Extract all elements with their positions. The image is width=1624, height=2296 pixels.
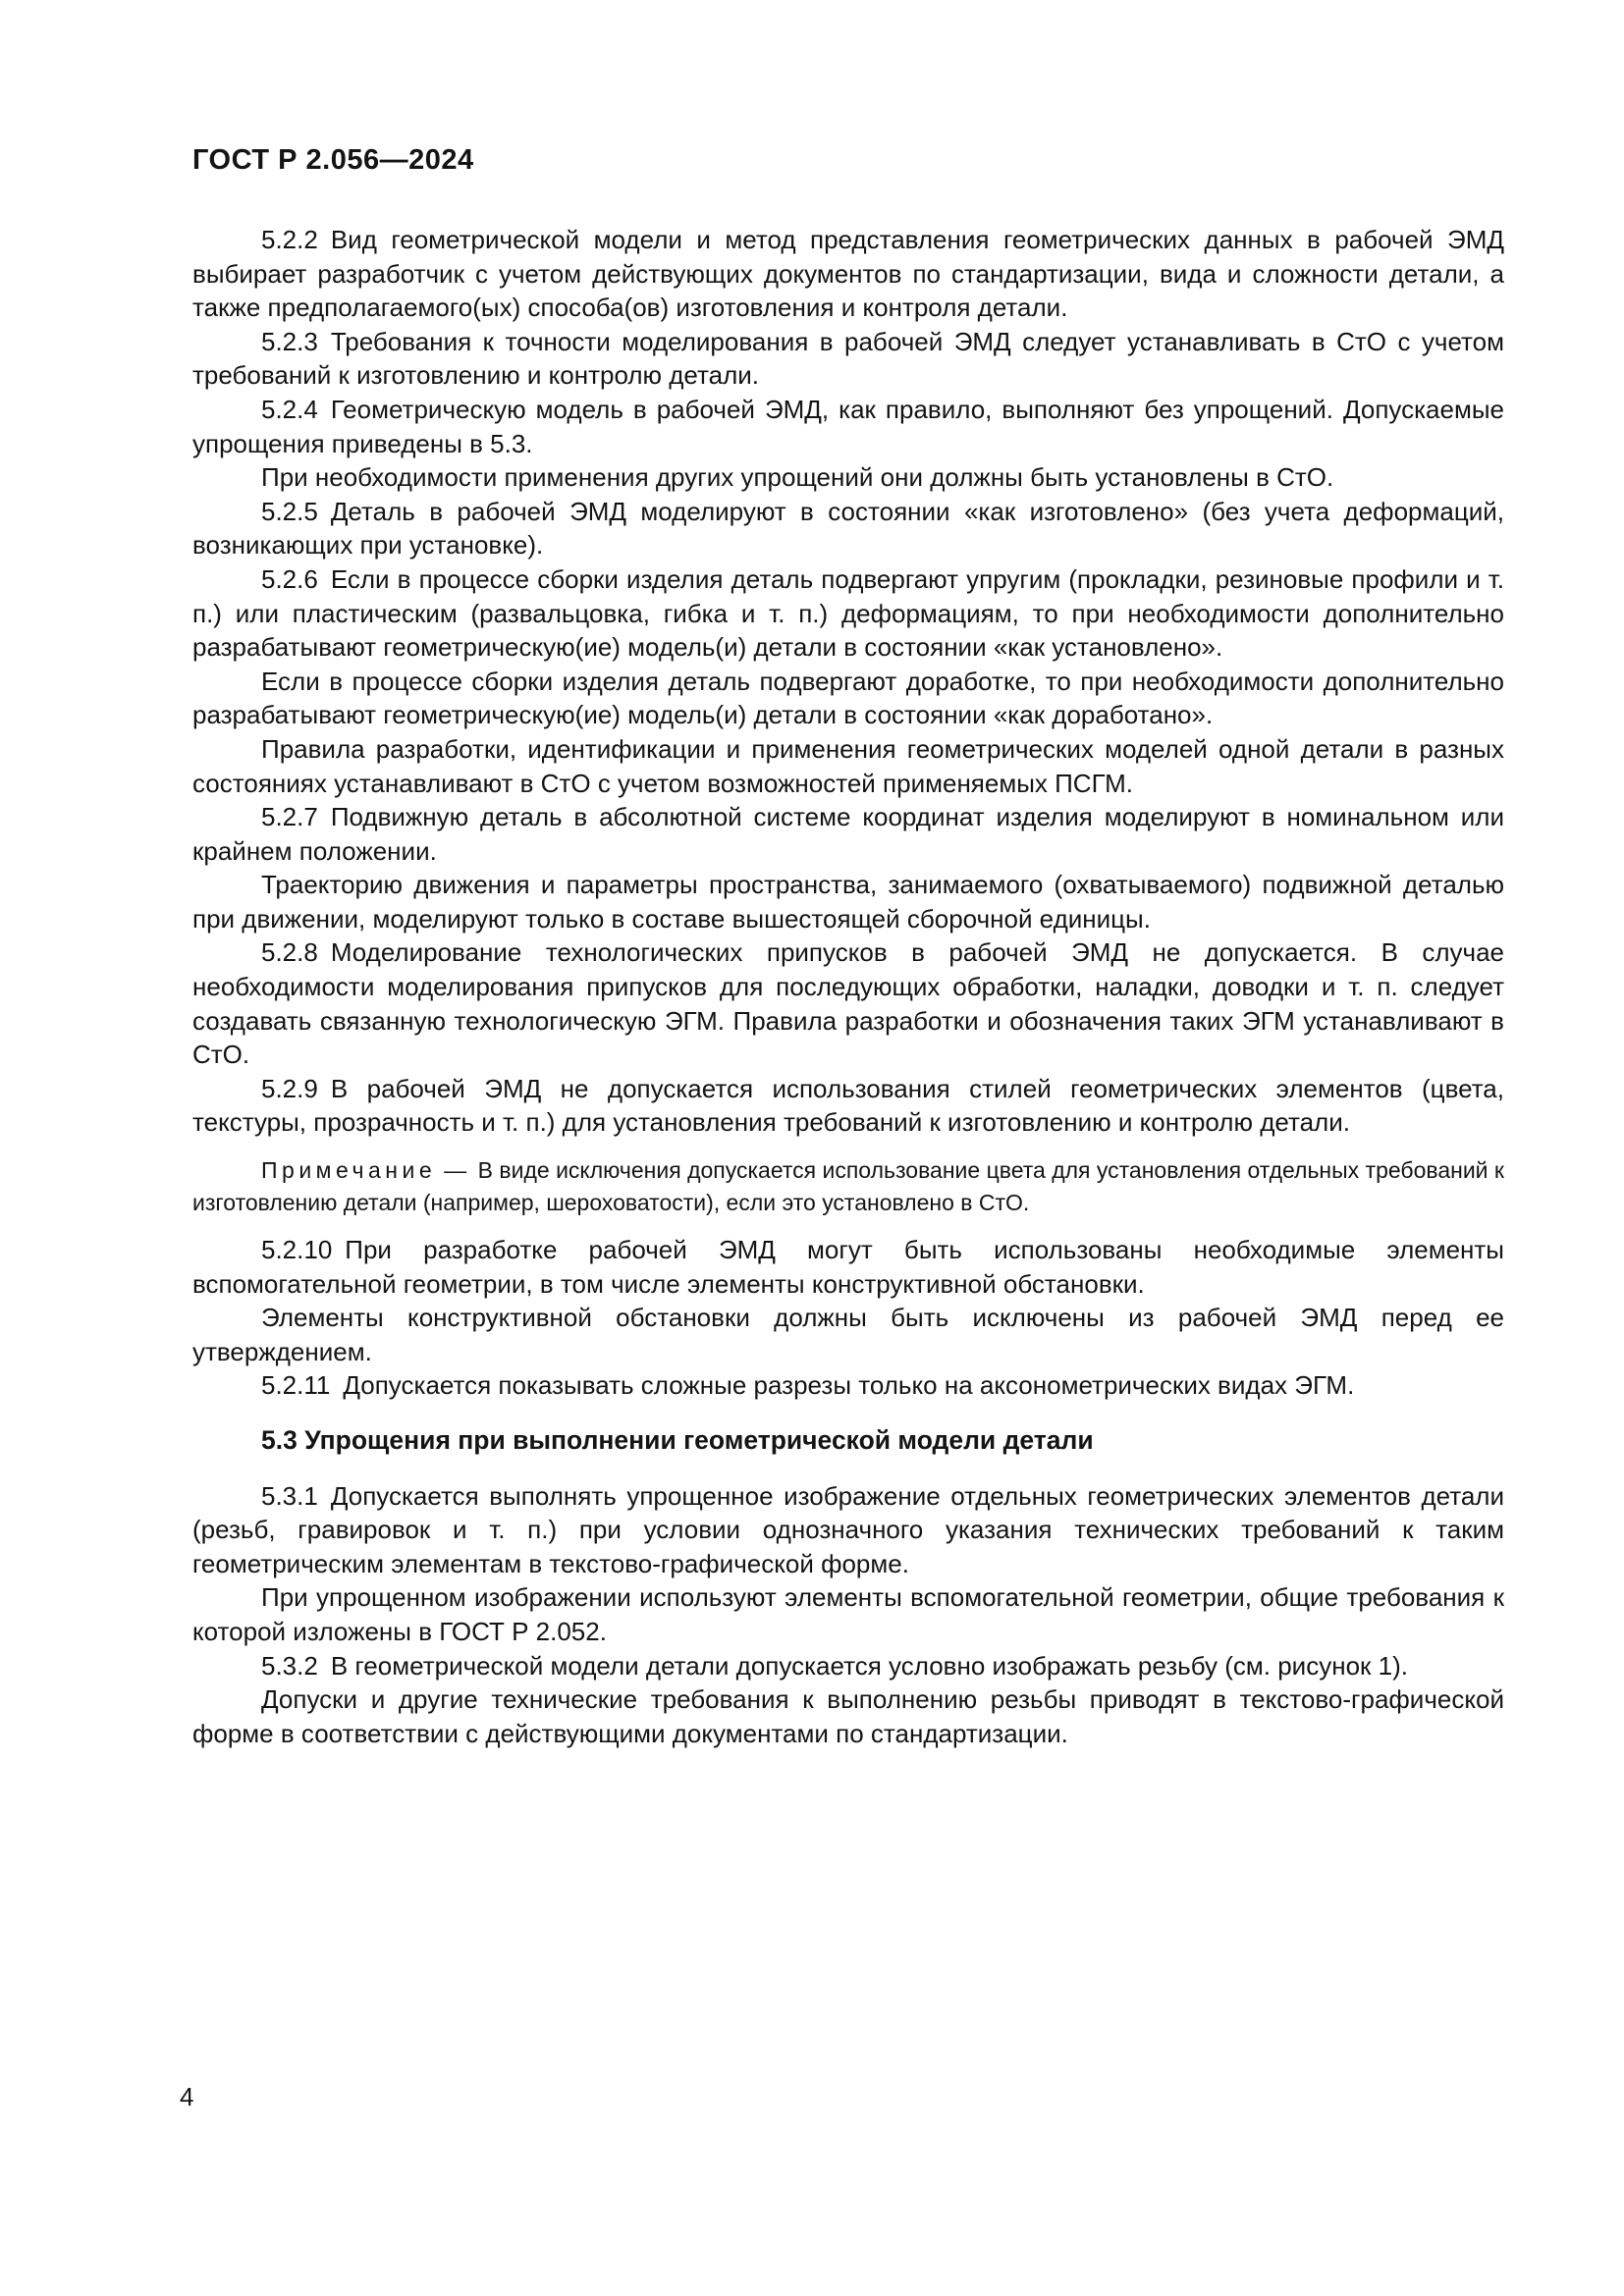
note-paragraph (192, 1154, 1504, 1218)
section-heading: 5.3 Упрощения при выполнении геометрической модели детали (261, 1425, 1094, 1455)
document-body (192, 223, 1504, 1750)
body-paragraph: При упрощенном изображении используют элементы вспомогательной геометрии, общие требования к которой изложены в ГОСТ Р 2.052. (192, 1582, 1504, 1646)
document-designation-header: ГОСТ Р 2.056—2024 (192, 144, 474, 176)
body-paragraph: 5.2.8 Моделирование технологических припусков в рабочей ЭМД не допускается. В случае необходимости моделирования припусков для последующих обработки, наладки, доводки и т. п. следует создавать связанную технологическую ЭГМ. Правила разработки и обозначения таких ЭГМ устанавливают в СтО. (192, 937, 1504, 1070)
body-paragraph: 5.2.10 При разработке рабочей ЭМД могут быть использованы необходимые элементы вспомогательной геометрии, в том числе элементы конструктивной обстановки. (192, 1235, 1504, 1299)
body-paragraph: Если в процессе сборки изделия деталь подвергают доработке, то при необходимости дополнительно разрабатывают геометрическую(ие) модель(и) детали в состоянии «как доработано». (192, 666, 1504, 730)
body-paragraph: 5.3.2 В геометрической модели детали допускается условно изображать резьбу (см. рисунок 1). (261, 1650, 1408, 1681)
body-paragraph: 5.2.3 Требования к точности моделирования в рабочей ЭМД следует устанавливать в СтО с учетом требований к изготовлению и контролю детали. (192, 326, 1504, 391)
body-paragraph: 5.3.1 Допускается выполнять упрощенное изображение отдельных геометрических элементов детали (резьб, гравировок и т. п.) при условии однозначного указания технических требований к таким геометрическим элементам в текстово-графической форме. (192, 1480, 1504, 1578)
body-paragraph: Траекторию движения и параметры пространства, занимаемого (охватываемого) подвижной деталью при движении, моделируют только в составе вышестоящей сборочной единицы. (192, 870, 1504, 934)
body-paragraph: Правила разработки, идентификации и применения геометрических моделей одной детали в разных состояниях устанавливают в СтО с учетом возможностей применяемых ПСГМ. (192, 733, 1504, 798)
body-paragraph: 5.2.5 Деталь в рабочей ЭМД моделируют в состоянии «как изготовлено» (без учета деформаций, возникающих при установке). (192, 496, 1504, 561)
body-paragraph: При необходимости применения других упрощений они должны быть установлены в СтО. (261, 462, 1334, 493)
body-paragraph: 5.2.7 Подвижную деталь в абсолютной системе координат изделия моделируют в номинальном или крайнем положении. (192, 802, 1504, 866)
note-text: — В виде исключения допускается использование цвета для установления отдельных требований к изготовлению детали (например, шероховатости), если это установлено в СтО. (192, 1157, 1504, 1215)
body-paragraph: 5.2.9 В рабочей ЭМД не допускается использования стилей геометрических элементов (цвета, текстуры, прозрачность и т. п.) для установления требований к изготовлению и контролю детали. (192, 1073, 1504, 1138)
body-paragraph: 5.2.11 Допускается показывать сложные разрезы только на аксонометрических видах ЭГМ. (261, 1370, 1355, 1401)
body-paragraph: 5.2.2 Вид геометрической модели и метод представления геометрических данных в рабочей ЭМД выбирает разработчик с учетом действующих документов по стандартизации, вида и сложности детали, а также предполагаемого(ых) способа(ов) изготовления и контроля детали. (192, 225, 1504, 323)
note-label: Примечание (261, 1157, 437, 1184)
body-paragraph: Элементы конструктивной обстановки должны быть исключены из рабочей ЭМД перед ее утверждением. (192, 1303, 1504, 1366)
body-paragraph: 5.2.4 Геометрическую модель в рабочей ЭМД, как правило, выполняют без упрощений. Допускаемые упрощения приведены в 5.3. (192, 394, 1504, 458)
page-number: 4 (180, 2082, 194, 2111)
body-paragraph: Допуски и другие технические требования к выполнению резьбы приводят в текстово-графической форме в соответствии с действующими документами по стандартизации. (192, 1684, 1504, 1748)
body-paragraph: 5.2.6 Если в процессе сборки изделия деталь подвергают упругим (прокладки, резиновые профили и т. п.) или пластическим (развальцовка, гибка и т. п.) деформациям, то при необходимости дополнительно разрабатывают геометрическую(ие) модель(и) детали в состоянии «как установлено». (192, 563, 1504, 663)
